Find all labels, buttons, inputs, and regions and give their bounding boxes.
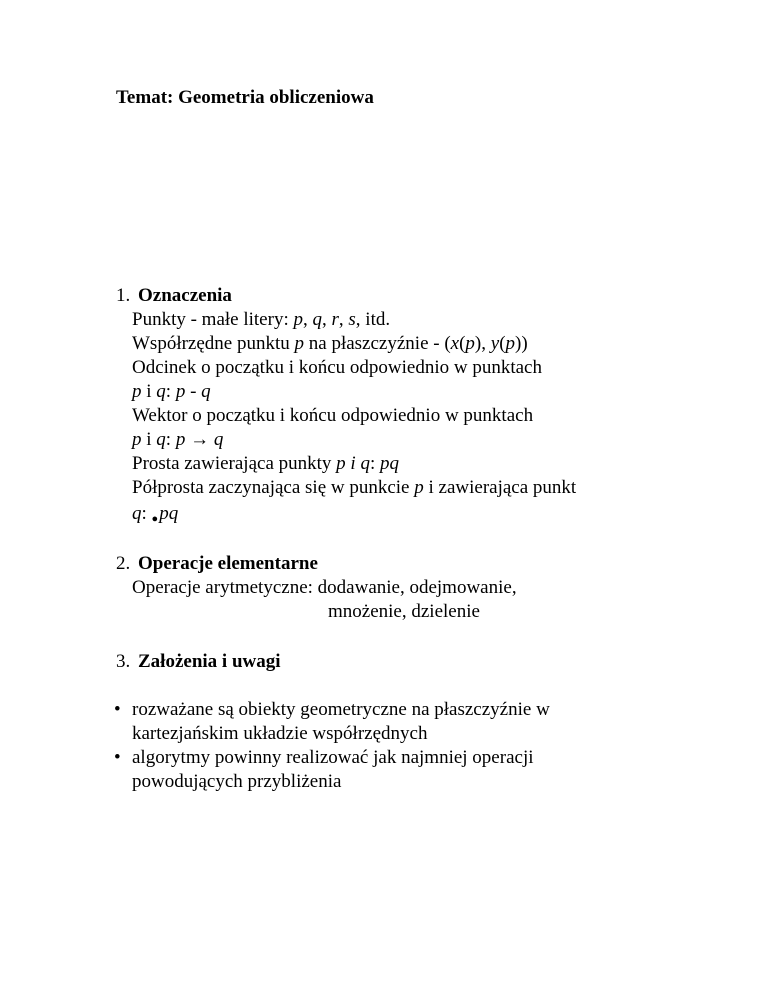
text: , xyxy=(321,309,332,330)
var-x: x xyxy=(450,333,460,354)
var-q: q xyxy=(156,381,166,402)
bullet-text-line: algorytmy powinny realizować jak najmniej operacji xyxy=(132,747,534,768)
bullet-text-line: rozważane są obiekty geometryczne na płaszczyźnie w xyxy=(132,699,550,720)
line-wektor: Wektor o początku i końcu odpowiednio w punktach xyxy=(132,405,534,426)
text: , xyxy=(302,309,313,330)
text: na płaszczyźnie - ( xyxy=(304,333,451,354)
var-p: p xyxy=(293,309,303,330)
page-title: Temat: Geometria obliczeniowa xyxy=(116,87,374,108)
line-wspolrzedne xyxy=(132,332,528,356)
text: i xyxy=(141,381,157,402)
text: ( xyxy=(459,333,466,354)
section-3-number: 3. xyxy=(116,651,131,672)
var-q: q xyxy=(312,309,322,330)
text: ( xyxy=(499,333,506,354)
text: i xyxy=(141,429,157,450)
text: i zawierająca punkt xyxy=(423,477,577,498)
bullet-icon: • xyxy=(114,747,121,768)
segment-notation: p - q xyxy=(175,381,211,402)
text: ), xyxy=(474,333,491,354)
line-notation: pq xyxy=(379,453,399,474)
bullet-icon: • xyxy=(114,699,121,720)
var-p: p xyxy=(294,333,305,354)
bullet-text-line: kartezjańskim układzie współrzędnych xyxy=(132,723,428,744)
operations-line-2: mnożenie, dzielenie xyxy=(328,601,480,622)
line-polprosta xyxy=(132,476,576,500)
section-2-heading: Operacje elementarne xyxy=(138,553,318,574)
var-p: p xyxy=(414,477,424,498)
var-s: s xyxy=(348,309,356,330)
text: Współrzędne punktu xyxy=(132,333,295,354)
line-punkty xyxy=(132,308,390,332)
text: Półprosta zaczynająca się w punkcie xyxy=(132,477,415,498)
var-p: p xyxy=(505,333,516,354)
text: , itd. xyxy=(355,309,391,330)
var-q: q xyxy=(132,503,142,524)
line-odcinek-notation xyxy=(132,380,211,404)
var-p-i-q: p i q xyxy=(336,453,370,474)
line-prosta xyxy=(132,452,399,476)
vector-notation: p → q xyxy=(175,429,224,450)
operations-line-1: Operacje arytmetyczne: dodawanie, odejmowanie, xyxy=(132,577,517,598)
text: : xyxy=(165,429,176,450)
var-y: y xyxy=(490,333,500,354)
var-p: p xyxy=(132,429,142,450)
line-polprosta-notation xyxy=(132,502,178,528)
section-3-heading: Założenia i uwagi xyxy=(138,651,281,672)
var-p: p xyxy=(465,333,475,354)
section-2-number: 2. xyxy=(116,553,131,574)
text: , xyxy=(338,309,349,330)
section-1-heading: Oznaczenia xyxy=(138,285,232,306)
text: Prosta zawierająca punkty xyxy=(132,453,337,474)
bullet-text-line: powodujących przybliżenia xyxy=(132,771,342,792)
line-wektor-notation xyxy=(132,428,223,452)
text: : xyxy=(369,453,380,474)
ray-notation: pq xyxy=(159,503,179,524)
text: : xyxy=(141,503,152,524)
text: : xyxy=(165,381,176,402)
var-r: r xyxy=(331,309,339,330)
line-odcinek: Odcinek o początku i końcu odpowiednio w punktach xyxy=(132,357,542,378)
var-p: p xyxy=(132,381,142,402)
text: )) xyxy=(515,333,528,354)
section-1-number: 1. xyxy=(116,285,131,306)
ray-dot-icon: ● xyxy=(151,513,159,525)
var-q: q xyxy=(156,429,166,450)
text: Punkty - małe litery: xyxy=(132,309,294,330)
